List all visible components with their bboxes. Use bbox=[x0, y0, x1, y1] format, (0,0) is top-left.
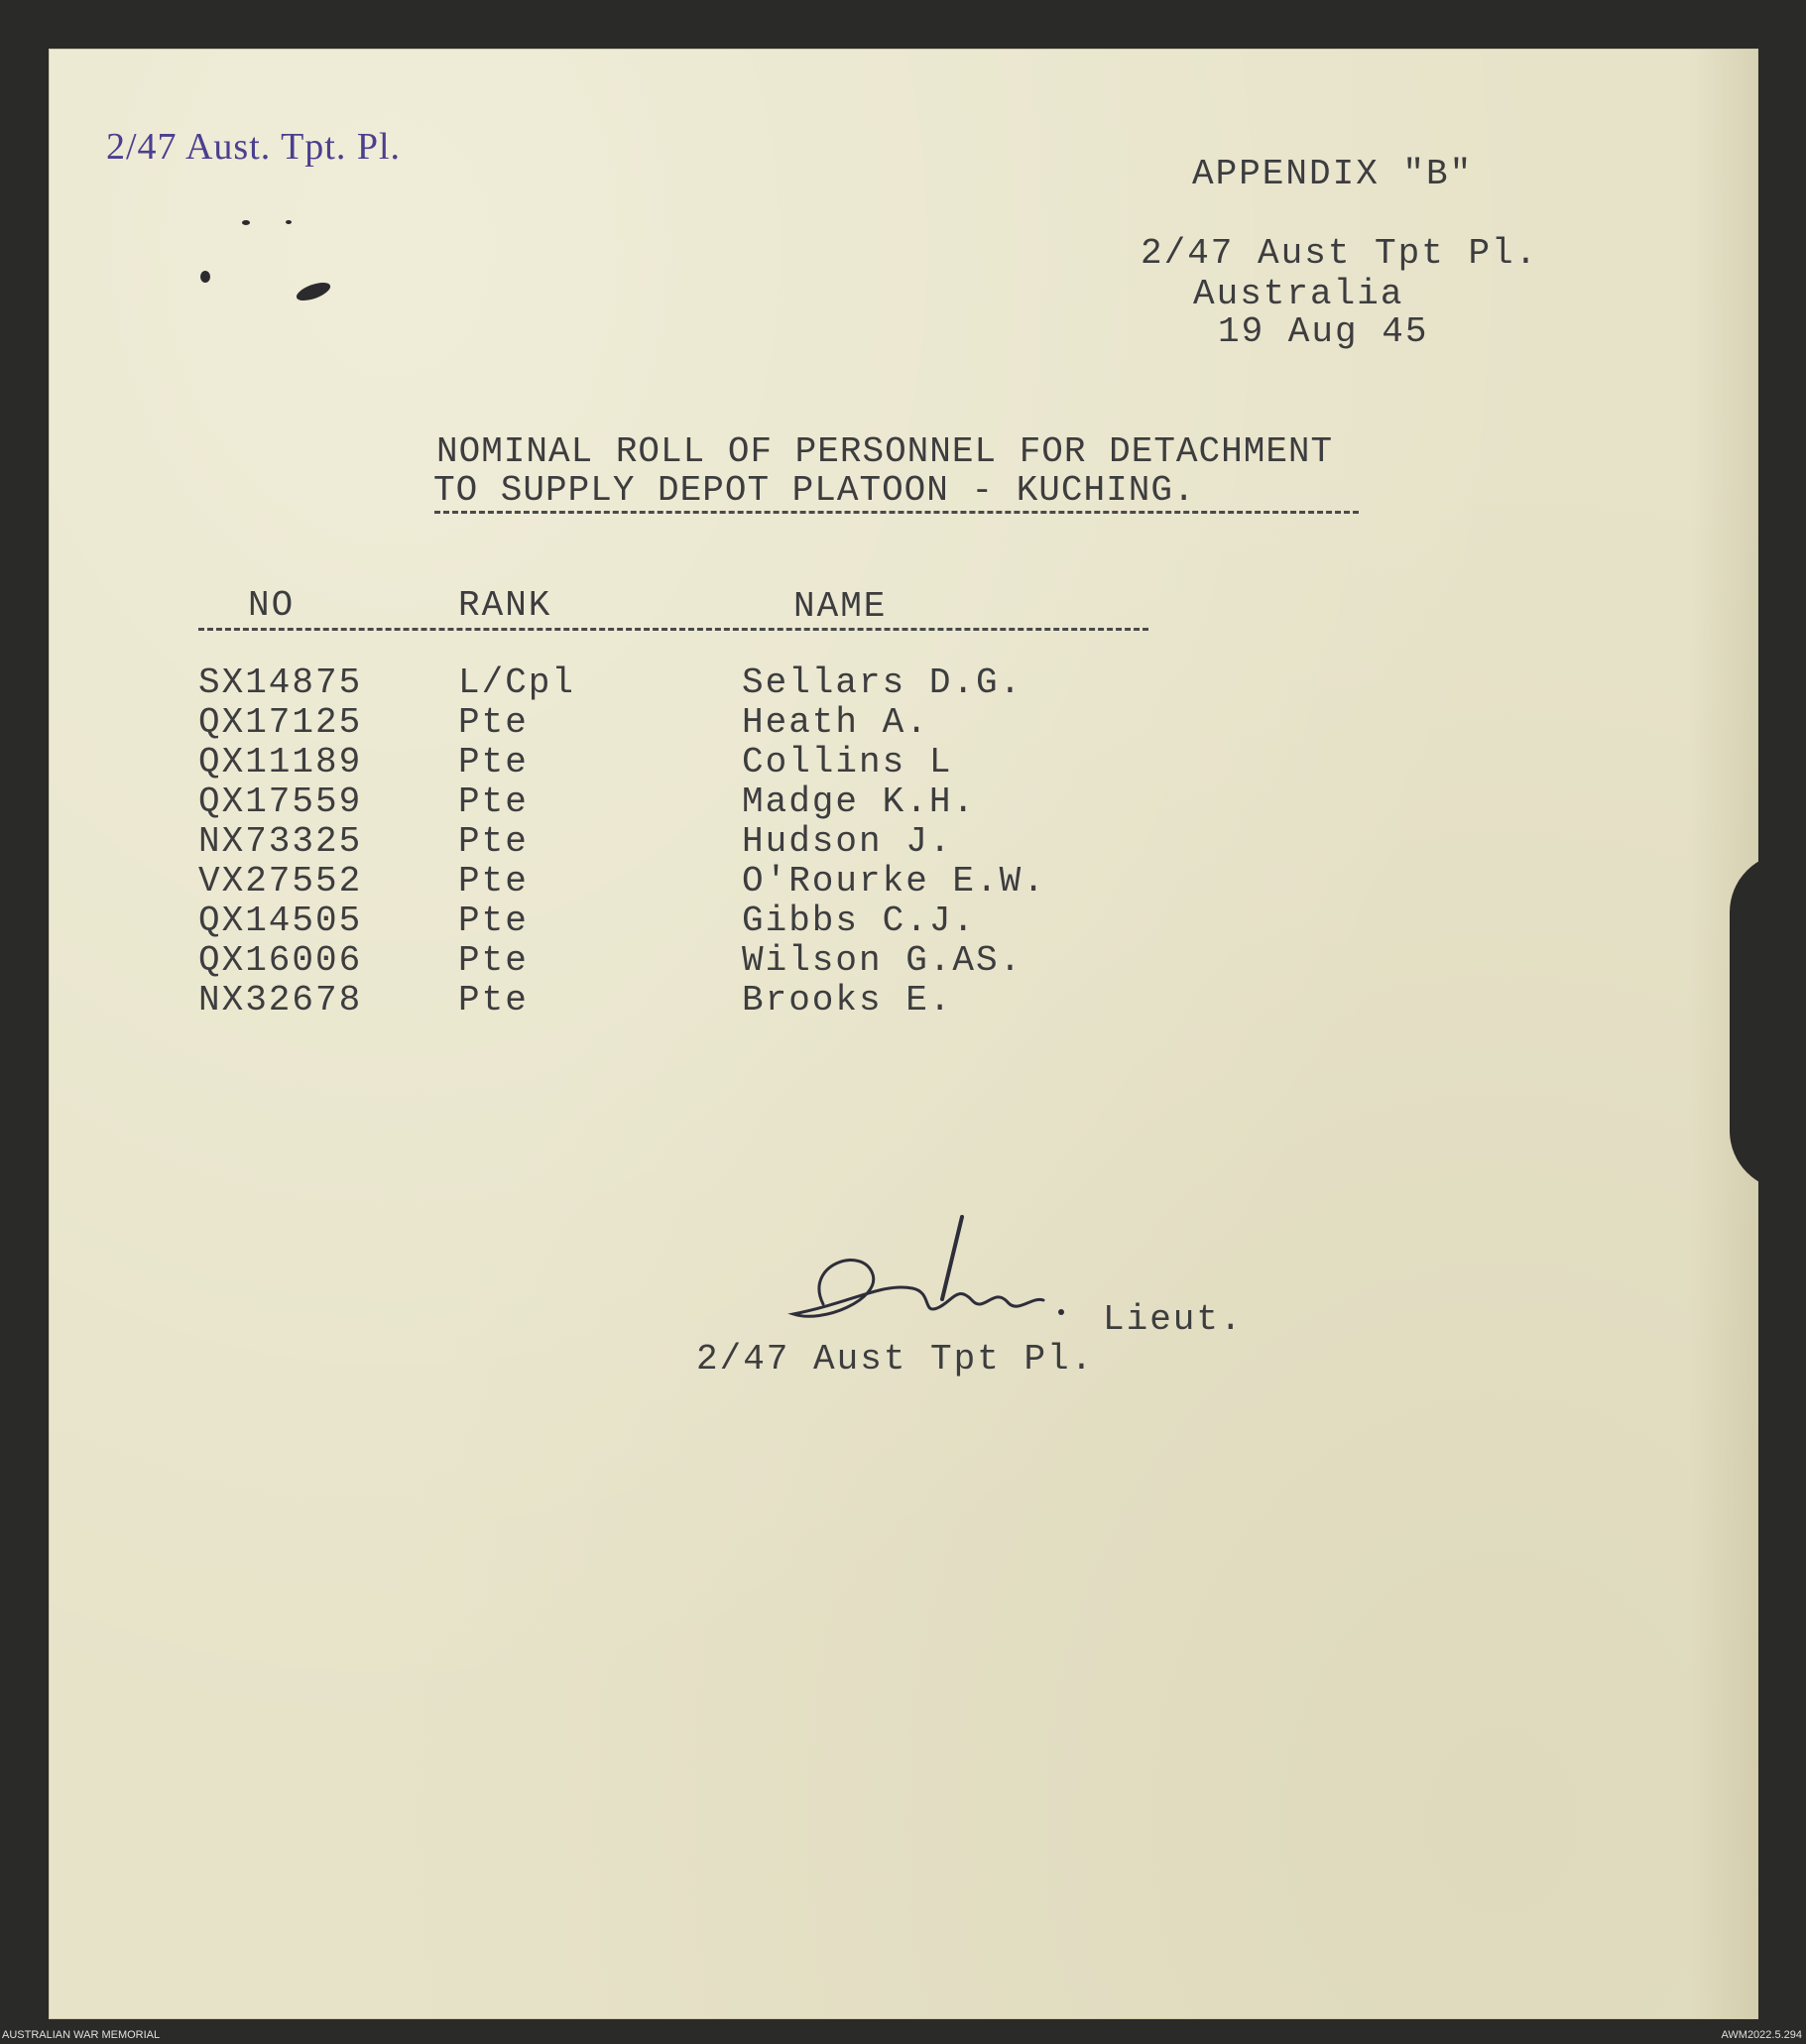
rank: Pte bbox=[458, 940, 529, 981]
document-title-line-1: NOMINAL ROLL OF PERSONNEL FOR DETACHMENT bbox=[436, 431, 1334, 472]
name: Wilson G.AS. bbox=[742, 940, 1023, 981]
name: Gibbs C.J. bbox=[742, 901, 977, 941]
archive-reference: AWM2022.5.294 bbox=[1721, 2029, 1802, 2041]
name: Heath A. bbox=[742, 702, 929, 743]
service-number: QX11189 bbox=[198, 742, 363, 782]
header-unit: 2/47 Aust Tpt Pl. bbox=[1141, 233, 1539, 274]
header-location: Australia bbox=[1193, 274, 1404, 314]
appendix-label: APPENDIX "B" bbox=[1192, 154, 1474, 194]
service-number: QX17125 bbox=[198, 702, 363, 743]
name: Sellars D.G. bbox=[742, 662, 1023, 703]
header-date: 19 Aug 45 bbox=[1218, 311, 1429, 352]
title-underline bbox=[434, 511, 1359, 514]
header-underline bbox=[198, 628, 1148, 631]
document-page bbox=[50, 50, 1757, 2018]
column-header-name: NAME bbox=[793, 586, 888, 627]
name: Collins L bbox=[742, 742, 953, 782]
rank: Pte bbox=[458, 742, 529, 782]
service-number: NX73325 bbox=[198, 821, 363, 862]
signoff-unit: 2/47 Aust Tpt Pl. bbox=[696, 1339, 1095, 1380]
archive-credit: AUSTRALIAN WAR MEMORIAL bbox=[2, 2029, 161, 2041]
punch-mark bbox=[242, 220, 250, 225]
signature bbox=[764, 1205, 1121, 1354]
rank: Pte bbox=[458, 702, 529, 743]
document-title-line-2: TO SUPPLY DEPOT PLATOON - KUCHING. bbox=[433, 470, 1196, 511]
rank: Pte bbox=[458, 782, 529, 822]
punch-mark bbox=[286, 220, 292, 224]
name: Brooks E. bbox=[742, 980, 953, 1021]
name: O'Rourke E.W. bbox=[742, 861, 1046, 902]
unit-stamp: 2/47 Aust. Tpt. Pl. bbox=[106, 126, 402, 168]
rank: Pte bbox=[458, 980, 529, 1021]
name: Madge K.H. bbox=[742, 782, 977, 822]
signoff-rank: Lieut. bbox=[1103, 1299, 1244, 1340]
page-edge-tear bbox=[1730, 853, 1789, 1190]
name: Hudson J. bbox=[742, 821, 953, 862]
rank: L/Cpl bbox=[458, 662, 576, 703]
service-number: QX14505 bbox=[198, 901, 363, 941]
column-header-no: NO bbox=[248, 585, 296, 626]
column-header-rank: RANK bbox=[458, 585, 552, 626]
punch-mark bbox=[200, 271, 210, 283]
service-number: VX27552 bbox=[198, 861, 363, 902]
service-number: SX14875 bbox=[198, 662, 363, 703]
service-number: QX17559 bbox=[198, 782, 363, 822]
rank: Pte bbox=[458, 821, 529, 862]
rank: Pte bbox=[458, 901, 529, 941]
rank: Pte bbox=[458, 861, 529, 902]
service-number: NX32678 bbox=[198, 980, 363, 1021]
service-number: QX16006 bbox=[198, 940, 363, 981]
